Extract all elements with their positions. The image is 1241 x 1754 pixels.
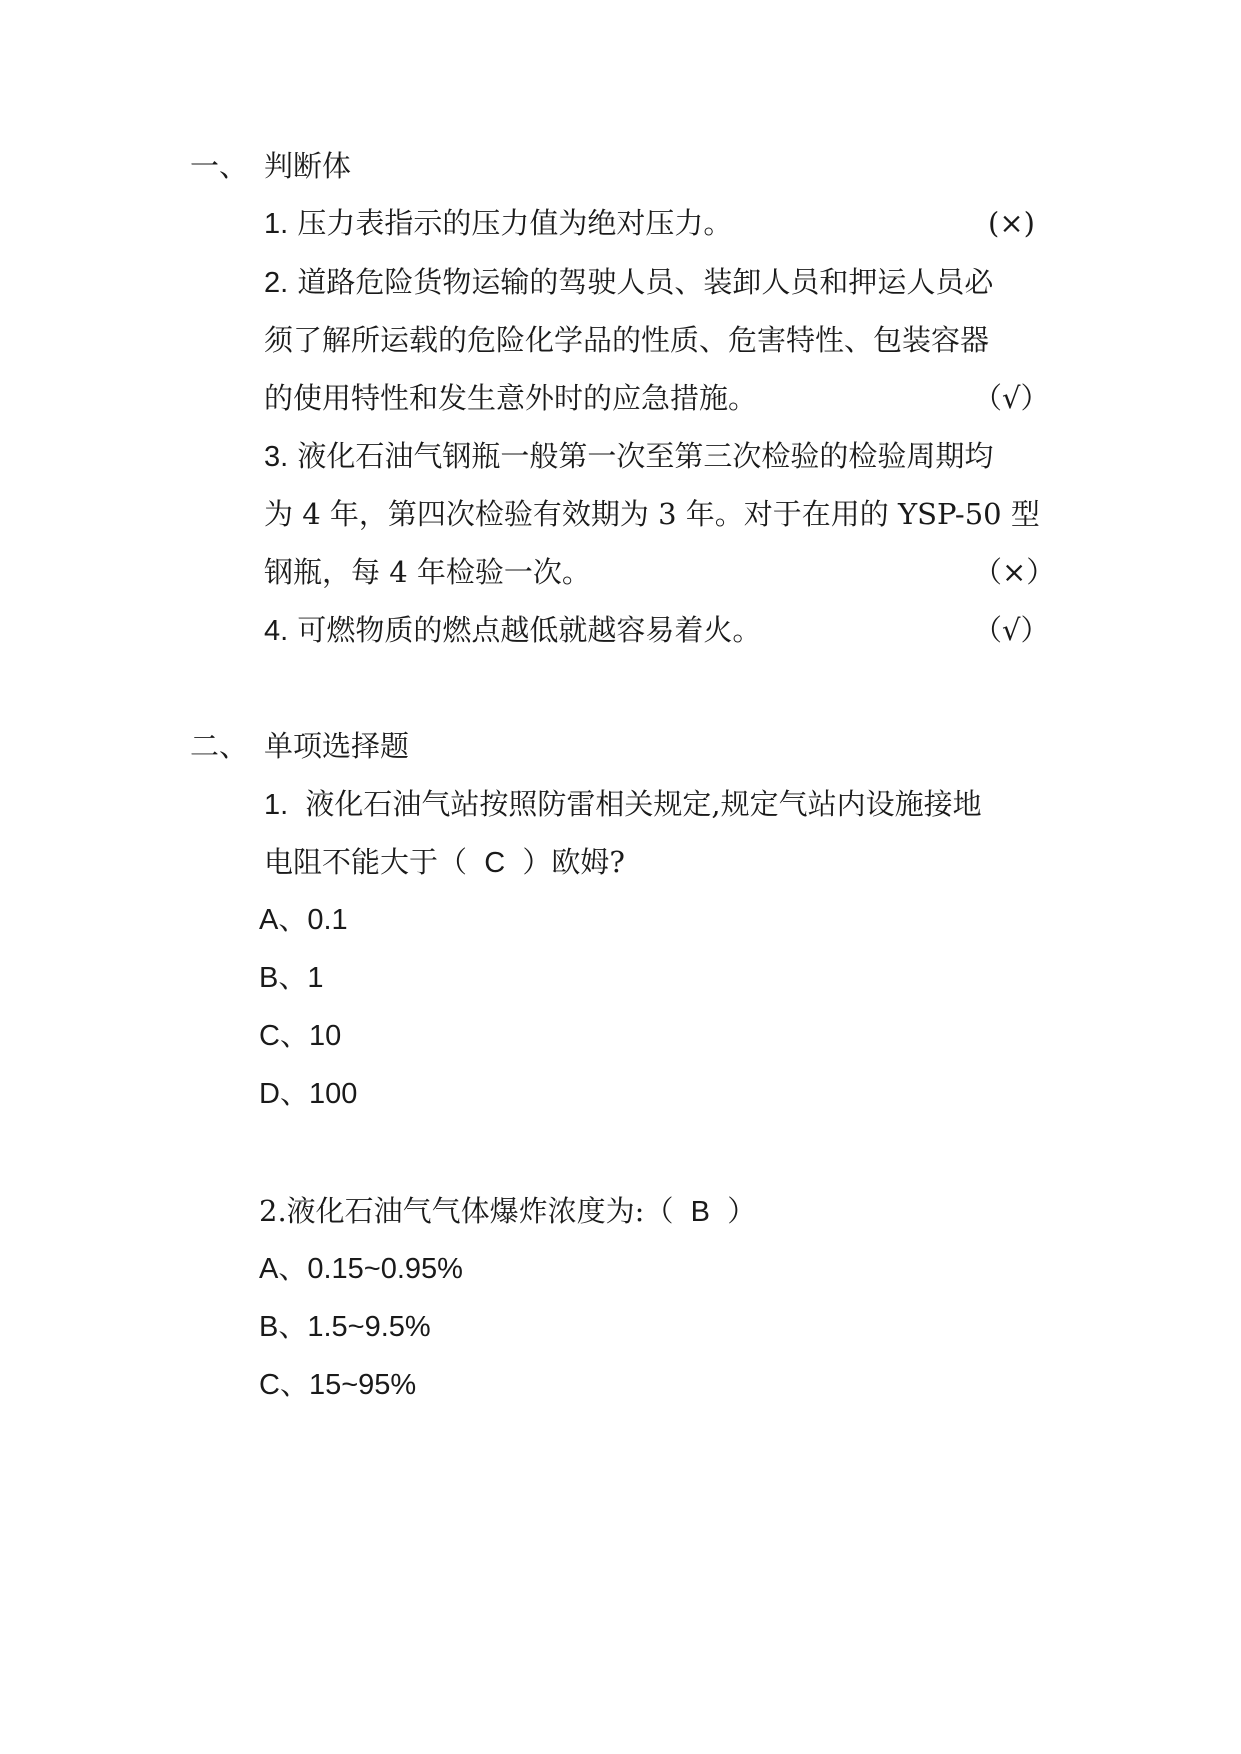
s2-q1-line-1: 液化石油气站按照防雷相关规定,规定气站内设施接地: [305, 787, 982, 821]
section-2-number: 二、: [190, 729, 249, 763]
s1-q4-text: 可燃物质的燃点越低就越容易着火。: [297, 613, 762, 647]
s1-q3-line-2: 为 4 年，第四次检验有效期为 3 年。对于在用的 YSP-50 型: [264, 497, 1040, 531]
s2-q1-line-2-prefix: 电阻不能大于（: [264, 845, 468, 879]
s2-q2-prefix: 2.液化石油气气体爆炸浓度为:（: [259, 1194, 674, 1228]
s1-q3-line-1: 液化石油气钢瓶一般第一次至第三次检验的检验周期均: [297, 439, 994, 473]
s1-q4-answer: （√）: [973, 613, 1050, 647]
s2-q2-option-b: B、1.5~9.5%: [259, 1311, 431, 1343]
s1-q2-line-2: 须了解所运载的危险化学品的性质、危害特性、包装容器: [264, 323, 990, 357]
s2-q1-answer: C: [484, 847, 506, 879]
s2-question-2: [259, 1191, 756, 1232]
s2-q2-suffix: ）: [727, 1194, 757, 1228]
s1-q1-answer: (×): [988, 206, 1035, 240]
s1-q1-number: 1.: [264, 208, 289, 240]
s2-q1-line-2-suffix: ）欧姆?: [522, 845, 625, 879]
s1-q2-number: 2.: [264, 267, 289, 299]
s1-question-2-line-1: [264, 262, 993, 303]
s2-q2-option-a: A、0.15~0.95%: [259, 1253, 463, 1285]
s2-q2-answer: B: [690, 1196, 711, 1228]
s1-q4-number: 4.: [264, 615, 289, 647]
s2-q1-number: 1.: [264, 789, 289, 821]
s1-question-1: [264, 203, 732, 244]
s2-q1-option-a: A、0.1: [259, 904, 348, 936]
s2-question-1-line-1: [264, 784, 982, 825]
s1-q2-answer: （√）: [973, 381, 1050, 415]
s1-q3-answer: （×）: [973, 555, 1056, 589]
s1-question-4: [264, 610, 761, 651]
s1-q3-line-3: 钢瓶，每 4 年检验一次。: [264, 555, 591, 589]
section-2-title: 单项选择题: [264, 729, 410, 763]
s2-q1-option-b: B、1: [259, 962, 324, 994]
s2-question-1-line-2: [264, 842, 625, 883]
s1-q2-line-3: 的使用特性和发生意外时的应急措施。: [264, 381, 758, 415]
section-1-title: 判断体: [264, 149, 352, 183]
section-1-number: 一、: [190, 149, 249, 183]
s2-q1-option-c: C、10: [259, 1020, 342, 1052]
s1-q2-line-1: 道路危险货物运输的驾驶人员、装卸人员和押运人员必: [297, 265, 994, 299]
s1-q3-number: 3.: [264, 441, 289, 473]
s1-q1-text: 压力表指示的压力值为绝对压力。: [297, 206, 733, 240]
s1-question-3-line-1: [264, 436, 993, 477]
s2-q2-option-c: C、15~95%: [259, 1369, 417, 1401]
s2-q1-option-d: D、100: [259, 1078, 358, 1110]
